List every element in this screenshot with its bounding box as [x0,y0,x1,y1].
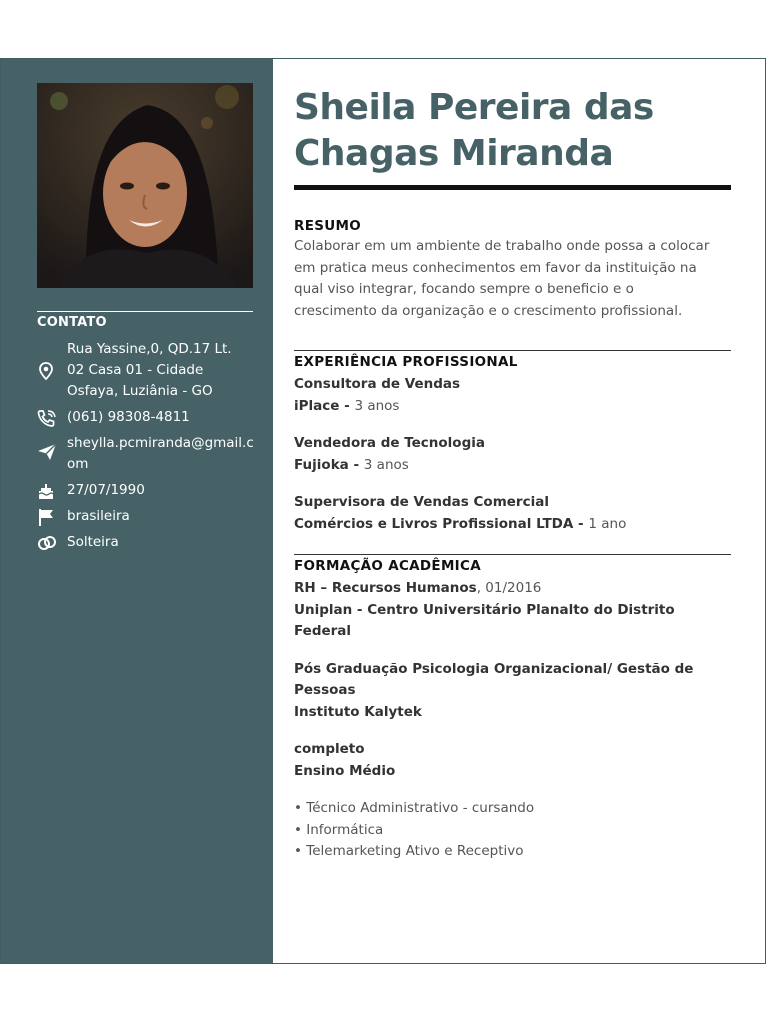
experience-section [294,354,734,535]
job-item [294,492,734,535]
contact-divider [37,311,253,312]
job-duration: 3 anos [363,456,409,473]
summary-title: RESUMO [294,218,362,234]
job-company: iPlace - [294,397,350,414]
education-item [294,659,734,724]
job-role: Supervisora de Vendas Comercial [294,494,549,510]
education-course: Pós Graduação Psicologia Organizacional/ Gestão de Pessoas [294,660,694,698]
job-item [294,374,734,417]
resume-page [0,58,766,964]
education-section [294,558,734,863]
contact-nationality [37,506,257,527]
birthdate-text: 27/07/1990 [67,482,145,498]
job-company-line [294,396,734,418]
education-institution: Ensino Médio [294,762,396,779]
education-institution: Uniplan - Centro Universitário Planalto do Distrito Federal [294,601,675,639]
profile-photo [37,83,253,288]
summary-text: Colaborar em um ambiente de trabalho onde possa a colocar em pratica meus conhecimentos em favor da instituição na qual viso integrar, focando sempre o beneficio e o crescimento da organização e o crescimento profissional. [294,238,710,319]
education-title: FORMAÇÃO ACADÊMICA [294,558,481,574]
education-item [294,578,734,643]
experience-divider [294,350,731,351]
list-item: • Informática [294,821,384,838]
extra-courses-list [294,798,734,863]
phone-text: (061) 98308-4811 [67,409,190,425]
job-company-line [294,455,734,477]
summary-section [294,218,734,322]
send-icon [37,443,57,461]
list-item: • Técnico Administrativo - cursando [294,800,535,816]
contact-list [37,339,257,558]
list-item: • Telemarketing Ativo e Receptivo [294,843,524,859]
flag-icon [37,508,57,526]
education-divider [294,554,731,555]
contact-heading: CONTATO [37,315,107,330]
job-duration: 1 ano [588,515,627,532]
name-underline [294,185,731,190]
rings-icon [37,534,57,552]
nationality-text: brasileira [67,508,130,524]
email-text[interactable]: sheylla.pcmiranda@gmail.com [67,435,254,472]
job-company: Comércios e Livros Profissional LTDA - [294,515,584,532]
job-role: Vendedora de Tecnologia [294,435,485,451]
contact-address [37,339,257,402]
location-pin-icon [37,362,57,380]
education-course: RH – Recursos Humanos [294,580,477,596]
phone-icon [37,409,57,427]
contact-marital-status [37,532,257,553]
job-company-line [294,514,734,536]
contact-birthdate [37,480,257,501]
job-item [294,433,734,476]
education-date: , 01/2016 [476,580,542,596]
marital-status-text: Solteira [67,534,119,550]
education-course: completo [294,741,365,757]
education-institution: Instituto Kalytek [294,703,422,720]
sidebar [1,59,273,963]
birthday-cake-icon [37,482,57,500]
name-line-2: Chagas Miranda [294,133,614,174]
address-line-3: Osfaya, Luziânia - GO [67,383,213,399]
job-role: Consultora de Vendas [294,376,461,392]
job-company: Fujioka - [294,456,360,473]
contact-phone [37,407,257,428]
contact-email [37,433,257,475]
experience-title: EXPERIÊNCIA PROFISSIONAL [294,354,518,370]
main-content [294,59,734,863]
name-line-1: Sheila Pereira das [294,87,654,128]
education-course-line [294,578,734,600]
address-line-1: Rua Yassine,0, QD.17 Lt. [67,341,232,357]
address-line-2: 02 Casa 01 - Cidade [67,362,204,378]
job-duration: 3 anos [354,397,400,414]
education-item [294,739,734,782]
candidate-name [294,85,734,177]
